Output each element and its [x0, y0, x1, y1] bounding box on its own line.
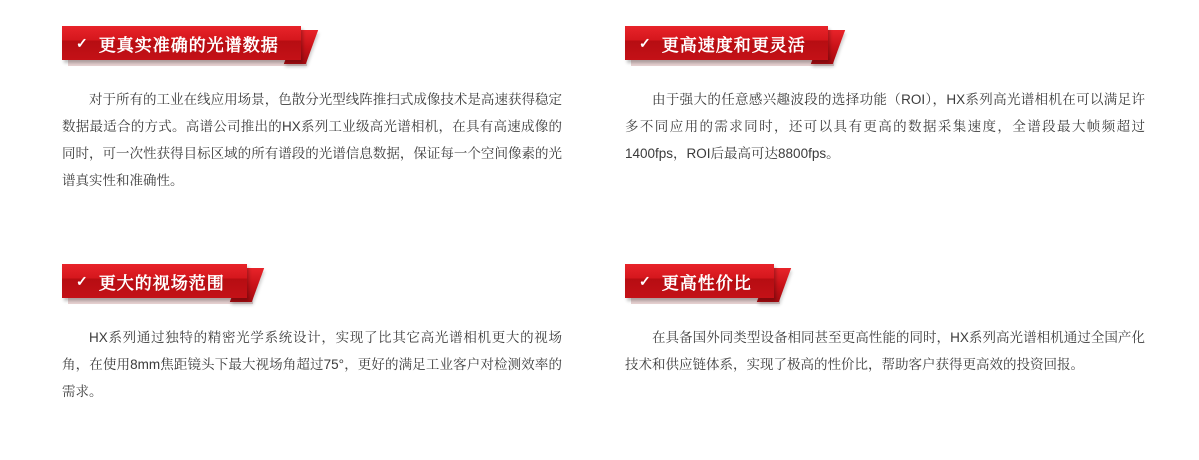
feature-card-1	[0, 0, 599, 230]
feature-title: 更真实准确的光谱数据	[98, 35, 279, 55]
feature-body: 由于强大的任意感兴趣波段的选择功能（ROI），HX系列高光谱相机在可以满足许多不同应用的需求同时，还可以具有更高的数据采集速度，全谱段最大帧频超过1400fps，ROI后最高可达8800fps。	[625, 92, 1145, 161]
feature-title: 更高速度和更灵活	[661, 35, 806, 55]
feature-title: 更大的视场范围	[98, 273, 225, 293]
badge-body	[625, 264, 774, 298]
feature-badge-4	[625, 264, 774, 298]
badge-body	[62, 26, 301, 60]
feature-badge-3	[62, 264, 247, 298]
check-icon: ✓	[76, 35, 89, 51]
badge-body	[625, 26, 828, 60]
feature-body: HX系列通过独特的精密光学系统设计，实现了比其它高光谱相机更大的视场角，在使用8mm焦距镜头下最大视场角超过75°，更好的满足工业客户对检测效率的需求。	[62, 330, 562, 399]
feature-card-2	[599, 0, 1199, 230]
feature-card-3	[0, 230, 599, 460]
feature-body: 在具备国外同类型设备相同甚至更高性能的同时，HX系列高光谱相机通过全国产化技术和供应链体系，实现了极高的性价比，帮助客户获得更高效的投资回报。	[625, 330, 1145, 372]
check-icon: ✓	[639, 273, 652, 289]
feature-card-4	[599, 230, 1199, 460]
check-icon: ✓	[639, 35, 652, 51]
feature-badge-2	[625, 26, 828, 60]
feature-body: 对于所有的工业在线应用场景，色散分光型线阵推扫式成像技术是高速获得稳定数据最适合的方式。高谱公司推出的HX系列工业级高光谱相机，在具有高速成像的同时，可一次性获得目标区域的所有谱段的光谱信息数据，保证每一个空间像素的光谱真实性和准确性。	[62, 92, 562, 188]
feature-title: 更高性价比	[661, 273, 752, 293]
feature-badge-1	[62, 26, 301, 60]
badge-body	[62, 264, 247, 298]
check-icon: ✓	[76, 273, 89, 289]
